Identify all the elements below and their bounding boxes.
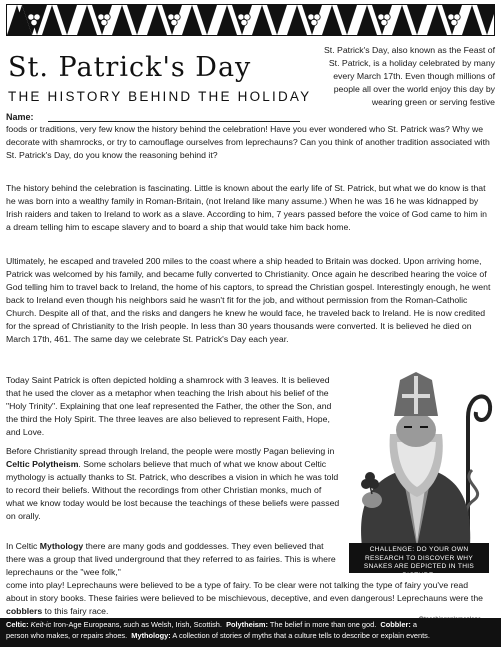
glossary-def-cobbler-a: a — [410, 620, 417, 629]
glossary-footer — [0, 618, 501, 647]
paragraph-1: The history behind the celebration is fascinating. Little is known about the early life of St. Patrick, but what we do know is that he was born into a wealthy family in Roman-Britain, (not Ireland like many assume.) When he was 16 he was kidnapped by Irish raiders and taken to Ireland to work as a slave. According to him, 7 years passed before the voice of God came to him in a dream telling him to escape slavery and to board a ship that would take him back home. — [6, 183, 487, 232]
term-mythology: Mythology — [39, 541, 84, 551]
glossary-def-cobbler-b: person who makes, or repairs shoes. — [6, 630, 128, 640]
title-block — [6, 52, 316, 112]
paragraph-3: Today Saint Patrick is often depicted holding a shamrock with 3 leaves. It is believed that he used the clover as a metaphor when teaching the Irish about his belief of the "Holy Trinity". Explaining that one leaf represented the Father, the other the Son, and the third the Holy Spirit. The three leaves are also believed to represent Faith, Hope, and Love. — [6, 375, 332, 437]
glossary-term-cobbler: Cobbler: — [380, 620, 411, 629]
paragraph-5 — [6, 540, 342, 579]
name-label: Name: — [6, 112, 34, 122]
term-celtic-polytheism: Celtic Polytheism — [6, 459, 79, 469]
glossary-def-mythology: A collection of stories of myths that a culture tells to describe or explain events. — [170, 630, 430, 640]
glossary-term-mythology: Mythology: — [131, 630, 171, 640]
p5-text-b: there are many gods and goddesses. They even believed that there was a group that lived underground that they referred to as fairies. This is where leprechauns or the "wee folk," — [6, 541, 336, 577]
glossary-def-celtic: Iron-Age Europeans, such as Welsh, Irish, Scottish. — [51, 620, 222, 629]
page-title: St. Patrick's Day — [8, 52, 252, 83]
p5-text-d: to this fairy race. — [42, 606, 109, 616]
saint-patrick-illustration — [342, 372, 494, 547]
glossary-celtic-pronunciation: Keit-ic — [30, 620, 52, 629]
p5-text-c: come into play! Leprechauns were believed to be a type of fairy. To be clear were not talking the type of fairy you've read about in story books. These fairies were believed to be mischievous, deceptive, and even dangerous! Leprechauns were the — [6, 580, 483, 603]
challenge-box: CHALLENGE: DO YOUR OWN RESEARCH TO DISCOVER WHY SNAKES ARE DEPICTED IN THIS PICTURE. — [349, 543, 489, 573]
glossary-line-1 — [6, 620, 495, 631]
page-subtitle: THE HISTORY BEHIND THE HOLIDAY — [8, 89, 312, 104]
name-line[interactable] — [48, 121, 300, 122]
intro-paragraph: foods or traditions, very few know the history behind the celebration! Have you ever wondered who St. Patrick was? Why we decorate with shamrocks, or try to camouflage ourselves from leprechauns? Can you think of another tradition associated with St. Patrick's Day, do you know the reasoning behind it? — [6, 124, 490, 160]
glossary-line-2 — [6, 631, 495, 642]
term-cobblers: cobblers — [6, 606, 43, 616]
paragraph-4 — [6, 445, 342, 523]
intro-right-text: St. Patrick's Day, also known as the Feast of St. Patrick, is a holiday celebrated by many every March 17th. Even though millions of people all over the world enjoy this day by wearing green or serving festive — [324, 45, 495, 107]
p4-text-b: . Some scholars believe that much of what we know about Celtic mythology is actually thanks to St. Patrick, who describes a vision in which he was told to record their beliefs. Without the recordings from other Christian monks, much of what we know today would be lost because the teachings of these beliefs were passed on orally. — [6, 459, 340, 521]
shamrock-border — [6, 4, 495, 36]
paragraph-2: Ultimately, he escaped and traveled 200 miles to the coast where a ship headed to Britain was docked. Upon arriving home, Patrick was welcomed by his family, and became fully converted to Christianity. Once again he described hearing the voice of God telling him to travel back to Ireland, the home of his captors, to spread the Christian gospel. Interestingly enough, he went back to Ireland even though his neighbors said he wasn't fit for the job, and without permission from the Roman-Catholic Church. Despite all of that, and the risks and dangers he knew he would face, he traveled back to Ireland. He is now credited for the spread of Christianity to the Irish people. In less than 30 years thousands were converted. It is believed he died on March 17th, 461. The same day we celebrate St. Patrick's Day each year. — [6, 256, 491, 344]
p5-text-a: In Celtic — [6, 541, 40, 551]
p4-text-a: Before Christianity spread through Ireland, the people were mostly Pagan believing in — [6, 446, 335, 456]
glossary-term-polytheism: Polytheism: — [226, 620, 268, 629]
glossary-term-celtic: Celtic: — [6, 620, 29, 629]
glossary-def-polytheism: The belief in more than one god. — [267, 620, 377, 629]
paragraph-5-continued — [6, 579, 492, 618]
